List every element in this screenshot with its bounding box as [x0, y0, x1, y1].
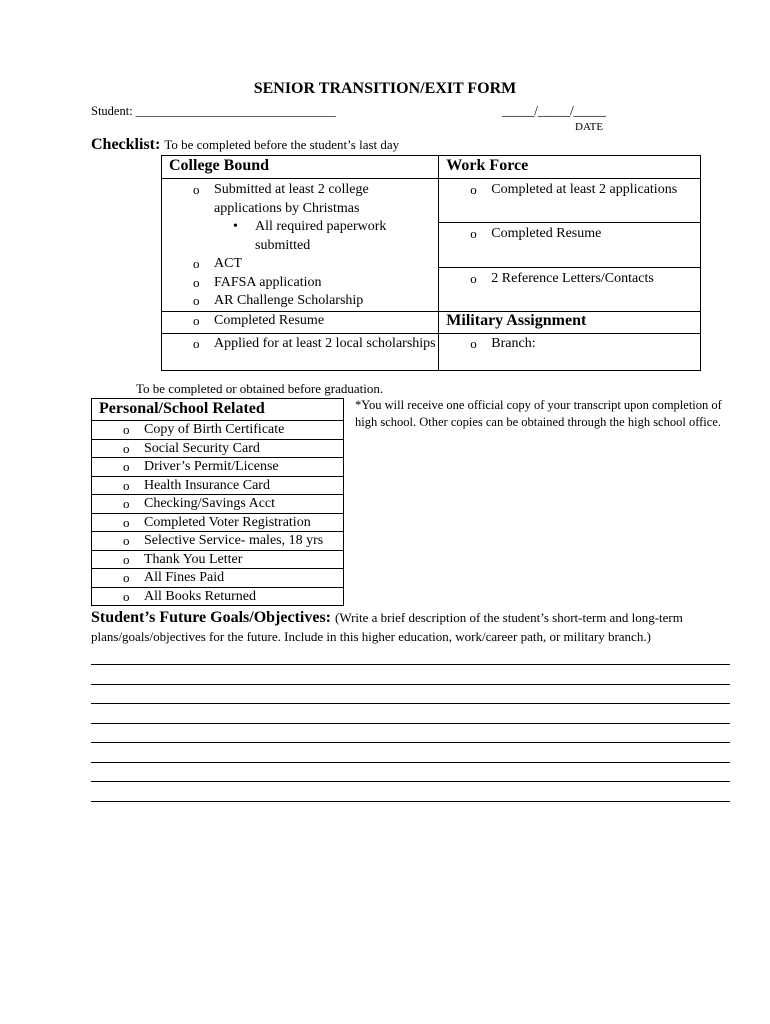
- checkbox-circle-icon: o: [470, 225, 477, 241]
- list-item[interactable]: o Completed at least 2 applications: [470, 182, 678, 197]
- college-bound-heading: College Bound: [162, 156, 439, 179]
- list-item[interactable]: o All Books Returned: [123, 588, 256, 604]
- work-force-cell: [439, 267, 701, 311]
- checkbox-circle-icon: o: [470, 182, 477, 197]
- personal-school-cell: [92, 421, 344, 440]
- personal-school-cell: [92, 532, 344, 551]
- checkbox-circle-icon: o: [123, 570, 130, 585]
- sub-list-item[interactable]: • All required paperwork submitted: [233, 219, 387, 253]
- writing-line[interactable]: [91, 801, 730, 802]
- form-title: SENIOR TRANSITION/EXIT FORM: [253, 80, 517, 97]
- writing-line[interactable]: [91, 664, 730, 665]
- before-graduation-note: To be completed or obtained before graduation.: [136, 381, 384, 396]
- goals-instructions: (Write a brief description of the student’s short-term and long-term plans/goals/objectives for the future. Include in this higher education, work/career path, or military branch.): [91, 610, 683, 644]
- list-item[interactable]: o Health Insurance Card: [123, 477, 270, 493]
- checkbox-circle-icon: o: [123, 514, 130, 530]
- goals-heading: [91, 608, 731, 646]
- checkbox-circle-icon: o: [470, 335, 477, 351]
- personal-school-cell: [92, 458, 344, 477]
- checkbox-circle-icon: o: [193, 312, 200, 328]
- personal-school-cell: [92, 439, 344, 458]
- bullet-icon: •: [233, 219, 238, 234]
- list-item[interactable]: o Completed Resume: [162, 312, 438, 331]
- list-item[interactable]: o AR Challenge Scholarship: [162, 292, 438, 311]
- military-cell: [439, 333, 701, 370]
- checkbox-circle-icon: o: [193, 182, 200, 197]
- writing-line[interactable]: [91, 684, 730, 685]
- list-item[interactable]: o Branch:: [470, 335, 536, 351]
- writing-line[interactable]: [91, 723, 730, 724]
- work-force-cell: [439, 222, 701, 267]
- college-bound-cell: [162, 179, 439, 312]
- college-bound-cell: [162, 333, 439, 370]
- personal-school-table: [91, 398, 344, 606]
- date-label: DATE: [575, 121, 604, 133]
- checkbox-circle-icon: o: [123, 496, 130, 511]
- transcript-note: *You will receive one official copy of your transcript upon completion of high school. Other copies can be obtained through the high school office.: [355, 398, 722, 429]
- checkbox-circle-icon: o: [123, 459, 130, 474]
- list-item[interactable]: o All Fines Paid: [123, 570, 225, 585]
- checkbox-circle-icon: o: [470, 270, 477, 286]
- college-bound-cell: [162, 311, 439, 333]
- work-force-cell: [439, 179, 701, 223]
- personal-school-cell: [92, 569, 344, 588]
- checkbox-circle-icon: o: [123, 551, 130, 567]
- checklist-label: Checklist:: [91, 136, 161, 153]
- personal-school-cell: [92, 495, 344, 514]
- list-item[interactable]: o Completed Resume: [470, 225, 602, 241]
- date-field[interactable]: _____/_____/_____: [502, 103, 606, 118]
- list-item[interactable]: o Submitted at least 2 college applications by Christmas: [193, 182, 369, 216]
- checkbox-circle-icon: o: [123, 477, 130, 493]
- checkbox-circle-icon: o: [193, 274, 200, 290]
- writing-line[interactable]: [91, 703, 730, 704]
- list-item[interactable]: o FAFSA application: [162, 274, 438, 293]
- checkbox-circle-icon: o: [123, 588, 130, 604]
- student-name-field[interactable]: Student: ________________________________: [91, 104, 336, 118]
- personal-school-cell: [92, 587, 344, 606]
- list-item[interactable]: o Applied for at least 2 local scholarships: [162, 335, 438, 354]
- list-item[interactable]: o Social Security Card: [123, 440, 260, 456]
- checkbox-circle-icon: o: [193, 256, 200, 271]
- list-item[interactable]: o 2 Reference Letters/Contacts: [470, 270, 654, 286]
- checkbox-circle-icon: o: [193, 293, 200, 308]
- list-item[interactable]: o Completed Voter Registration: [123, 514, 311, 530]
- personal-school-cell: [92, 476, 344, 495]
- list-item[interactable]: o Selective Service- males, 18 yrs: [123, 533, 324, 548]
- checkbox-circle-icon: o: [123, 422, 130, 437]
- list-item[interactable]: o Driver’s Permit/License: [123, 459, 279, 474]
- checklist-table: [161, 155, 701, 371]
- personal-school-cell: [92, 513, 344, 532]
- list-item[interactable]: o ACT: [162, 255, 438, 274]
- writing-line[interactable]: [91, 781, 730, 782]
- list-item[interactable]: o Checking/Savings Acct: [123, 496, 276, 511]
- personal-school-heading: Personal/School Related: [92, 399, 344, 421]
- checkbox-circle-icon: o: [123, 440, 130, 456]
- writing-line[interactable]: [91, 762, 730, 763]
- goals-label: Student’s Future Goals/Objectives:: [91, 609, 331, 626]
- checkbox-circle-icon: o: [123, 533, 130, 548]
- writing-line[interactable]: [91, 742, 730, 743]
- checklist-heading: [91, 136, 399, 154]
- list-item[interactable]: o Thank You Letter: [123, 551, 243, 567]
- checkbox-circle-icon: o: [193, 335, 200, 351]
- personal-school-cell: [92, 550, 344, 569]
- list-item[interactable]: o Copy of Birth Certificate: [123, 422, 285, 437]
- checklist-note: To be completed before the student’s last day: [164, 137, 400, 152]
- work-force-heading: Work Force: [439, 156, 701, 179]
- military-heading: Military Assignment: [439, 311, 701, 333]
